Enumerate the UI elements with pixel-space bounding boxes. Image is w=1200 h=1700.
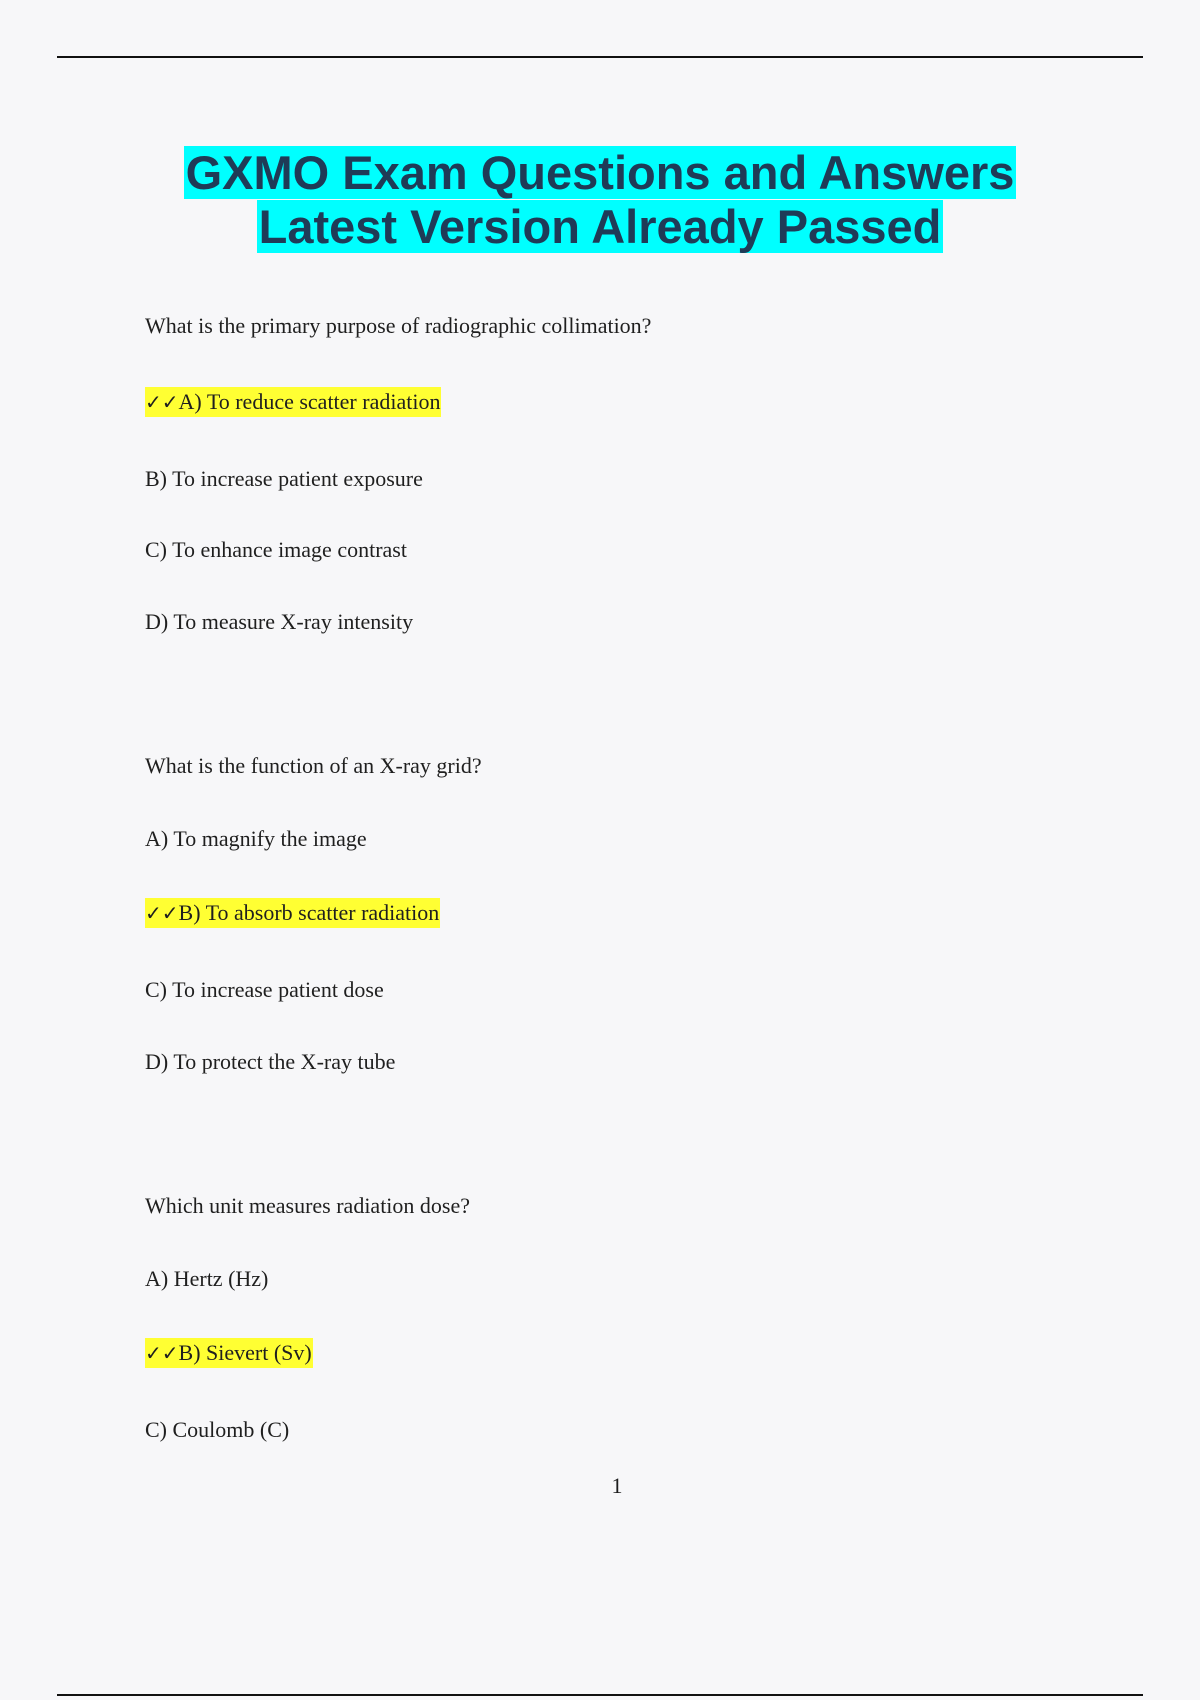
title-line-1: GXMO Exam Questions and Answers	[185, 146, 1015, 199]
page-number: 1	[611, 1473, 623, 1498]
q1-option-c: C) To enhance image contrast	[145, 537, 407, 562]
q1-option-d: D) To measure X-ray intensity	[145, 609, 414, 634]
document-title	[0, 146, 1200, 254]
question-3: Which unit measures radiation dose?	[145, 1193, 471, 1218]
q2-option-c: C) To increase patient dose	[145, 977, 384, 1002]
title-line-2: Latest Version Already Passed	[258, 200, 942, 253]
q3-option-c: C) Coulomb (C)	[145, 1417, 290, 1442]
option-label: A) To reduce scatter radiation	[178, 389, 441, 414]
option-label: B) To absorb scatter radiation	[178, 900, 440, 925]
q2-option-b-correct	[145, 899, 440, 927]
question-1: What is the primary purpose of radiographic collimation?	[145, 313, 652, 338]
q2-option-a: A) To magnify the image	[145, 826, 367, 851]
check-icon: ✓✓	[145, 1341, 179, 1365]
q3-option-b-correct	[145, 1339, 313, 1367]
option-label: B) Sievert (Sv)	[178, 1340, 312, 1365]
check-icon: ✓✓	[145, 390, 179, 414]
top-rule	[57, 56, 1143, 58]
q1-option-a-correct	[145, 388, 441, 416]
bottom-rule	[57, 1694, 1143, 1696]
q1-option-b: B) To increase patient exposure	[145, 466, 423, 491]
q2-option-d: D) To protect the X-ray tube	[145, 1049, 396, 1074]
check-icon: ✓✓	[145, 901, 179, 925]
q3-option-a: A) Hertz (Hz)	[145, 1266, 269, 1291]
question-2: What is the function of an X-ray grid?	[145, 753, 482, 778]
